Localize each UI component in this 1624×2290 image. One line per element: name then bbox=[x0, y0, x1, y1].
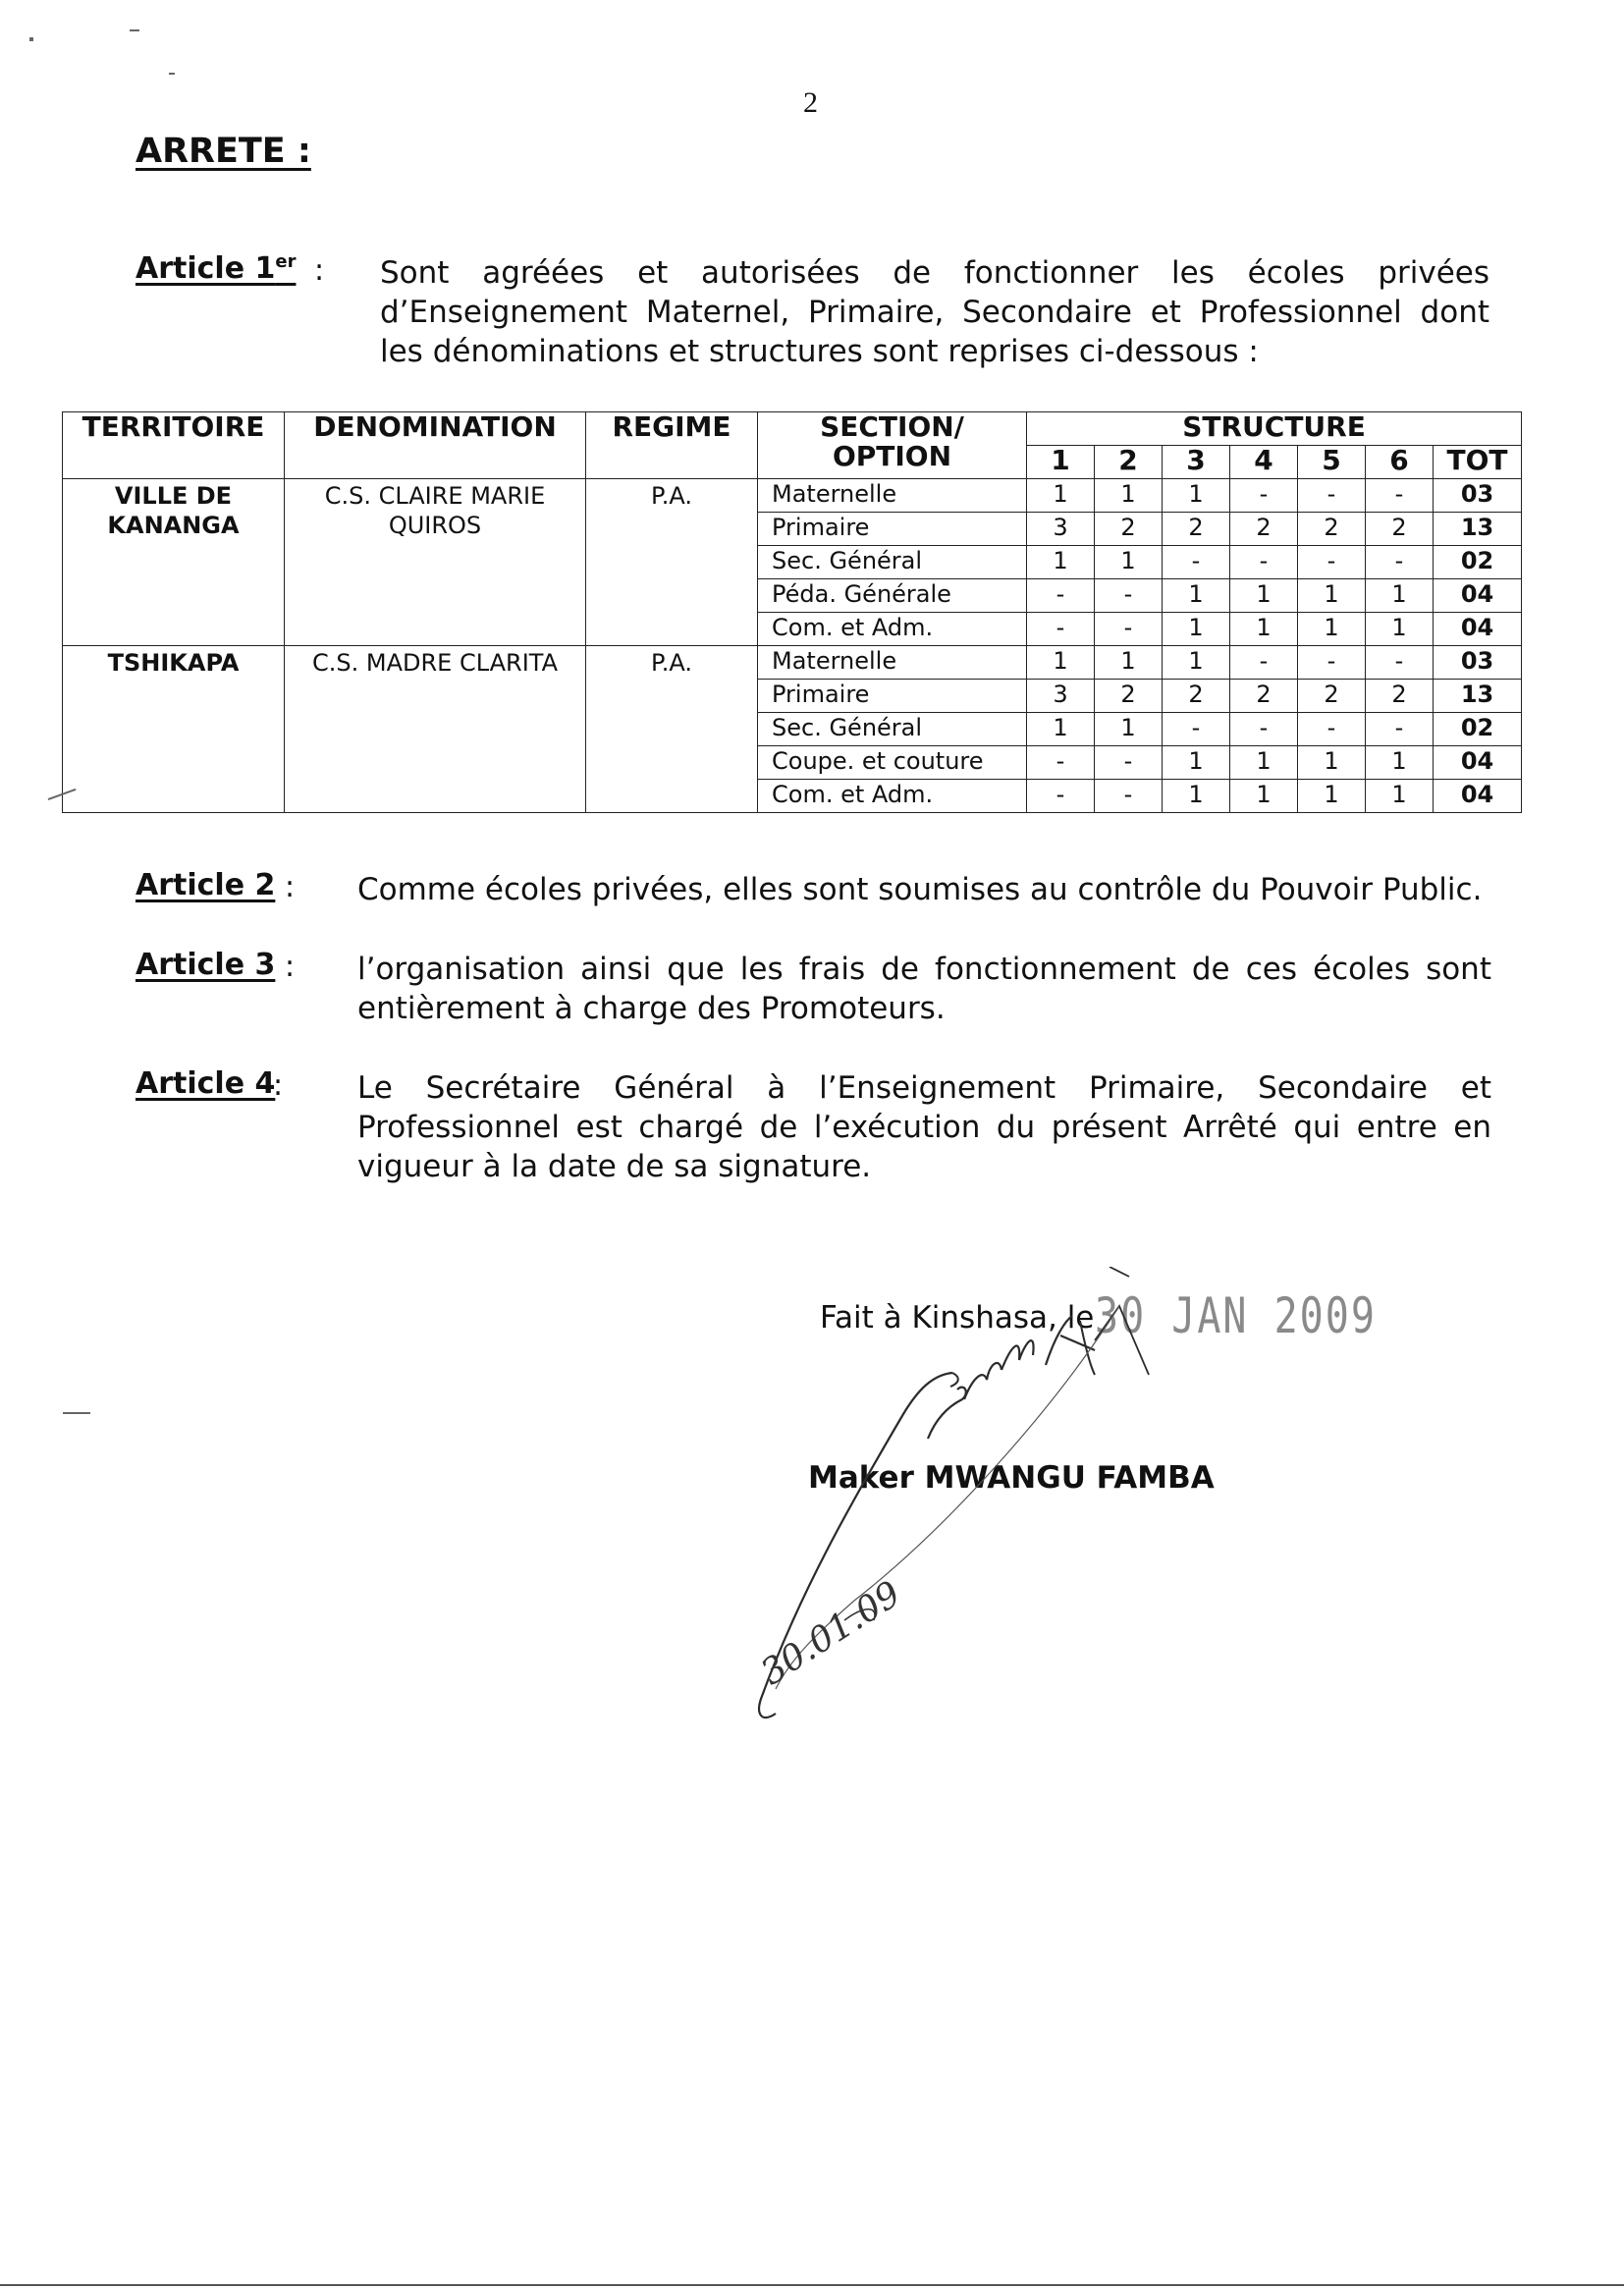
value-cell: 2 bbox=[1095, 513, 1163, 546]
handwritten-date: 30.01.09 bbox=[754, 1573, 908, 1694]
article-2-label-text: Article 2 bbox=[135, 868, 276, 902]
value-cell: 1 bbox=[1163, 746, 1230, 780]
article-1-label bbox=[135, 251, 296, 286]
header-section-option-line2: OPTION bbox=[832, 440, 952, 472]
value-cell: 1 bbox=[1230, 780, 1298, 813]
header-col-1: 1 bbox=[1027, 446, 1095, 479]
value-cell: 1 bbox=[1095, 713, 1163, 746]
value-cell: 1 bbox=[1163, 479, 1230, 513]
value-cell: 1 bbox=[1298, 746, 1366, 780]
section-cell: Primaire bbox=[758, 680, 1027, 713]
section-cell: Péda. Générale bbox=[758, 579, 1027, 613]
territoire-line2: KANANGA bbox=[107, 512, 240, 539]
section-cell: Com. et Adm. bbox=[758, 613, 1027, 646]
table-row bbox=[63, 479, 1522, 513]
total-cell: 04 bbox=[1434, 746, 1522, 780]
territoire-cell bbox=[63, 646, 285, 813]
article-4-text: Le Secrétaire Général à l’Enseignement Primaire, Secondaire et Professionnel est chargé de l’exécution du présent Arrêté qui entre en vigueur à la date de sa signature. bbox=[357, 1070, 1491, 1184]
section-cell: Com. et Adm. bbox=[758, 780, 1027, 813]
value-cell: - bbox=[1366, 479, 1434, 513]
section-cell: Sec. Général bbox=[758, 546, 1027, 579]
value-cell: 1 bbox=[1230, 746, 1298, 780]
article-4-colon: : bbox=[273, 1068, 284, 1103]
section-cell: Maternelle bbox=[758, 646, 1027, 680]
value-cell: - bbox=[1298, 479, 1366, 513]
article-2-colon: : bbox=[285, 870, 296, 904]
header-section-option bbox=[758, 412, 1027, 479]
total-cell: 04 bbox=[1434, 780, 1522, 813]
value-cell: 1 bbox=[1298, 780, 1366, 813]
total-cell: 03 bbox=[1434, 646, 1522, 680]
denomination-cell bbox=[285, 646, 586, 813]
value-cell: - bbox=[1095, 746, 1163, 780]
date-stamp: 30 JAN 2009 bbox=[1095, 1288, 1377, 1345]
header-col-5: 5 bbox=[1298, 446, 1366, 479]
article-3-text: l’organisation ainsi que les frais de fonctionnement de ces écoles sont entièrement à charge des Promoteurs. bbox=[357, 952, 1491, 1026]
header-col-6: 6 bbox=[1366, 446, 1434, 479]
value-cell: - bbox=[1366, 646, 1434, 680]
value-cell: - bbox=[1095, 780, 1163, 813]
article-2-text: Comme écoles privées, elles sont soumises au contrôle du Pouvoir Public. bbox=[357, 872, 1483, 907]
header-denomination: DENOMINATION bbox=[285, 412, 586, 479]
total-cell: 04 bbox=[1434, 579, 1522, 613]
value-cell: 2 bbox=[1163, 680, 1230, 713]
article-2-label bbox=[135, 868, 275, 902]
value-cell: 1 bbox=[1366, 613, 1434, 646]
total-cell: 02 bbox=[1434, 546, 1522, 579]
section-cell: Sec. Général bbox=[758, 713, 1027, 746]
value-cell: - bbox=[1027, 579, 1095, 613]
header-col-4: 4 bbox=[1230, 446, 1298, 479]
value-cell: 1 bbox=[1163, 780, 1230, 813]
value-cell: - bbox=[1163, 713, 1230, 746]
page-bottom-rule bbox=[0, 2284, 1624, 2286]
value-cell: 3 bbox=[1027, 513, 1095, 546]
value-cell: - bbox=[1230, 546, 1298, 579]
section-cell: Primaire bbox=[758, 513, 1027, 546]
value-cell: 2 bbox=[1230, 680, 1298, 713]
header-structure: STRUCTURE bbox=[1027, 412, 1522, 446]
value-cell: 1 bbox=[1230, 613, 1298, 646]
header-col-tot: TOT bbox=[1434, 446, 1522, 479]
value-cell: - bbox=[1298, 546, 1366, 579]
value-cell: 1 bbox=[1027, 479, 1095, 513]
article-1-text: Sont agréées et autorisées de fonctionner les écoles privées d’Enseignement Maternel, Primaire, Secondaire et Professionnel dont les dénominations et structures sont reprises ci-dessous : bbox=[380, 255, 1489, 369]
scan-speck bbox=[63, 1412, 90, 1414]
value-cell: - bbox=[1298, 713, 1366, 746]
header-section-option-line1: SECTION/ bbox=[820, 410, 964, 443]
value-cell: - bbox=[1298, 646, 1366, 680]
value-cell: - bbox=[1230, 646, 1298, 680]
header-regime: REGIME bbox=[586, 412, 758, 479]
scan-speck bbox=[29, 37, 33, 41]
value-cell: 1 bbox=[1163, 646, 1230, 680]
value-cell: 1 bbox=[1163, 579, 1230, 613]
value-cell: - bbox=[1095, 579, 1163, 613]
article-3-label-text: Article 3 bbox=[135, 948, 276, 982]
value-cell: 1 bbox=[1163, 613, 1230, 646]
value-cell: 3 bbox=[1027, 680, 1095, 713]
territoire-line1: TSHIKAPA bbox=[107, 649, 240, 677]
value-cell: 1 bbox=[1095, 479, 1163, 513]
article-1-label-text: Article 1 bbox=[135, 251, 276, 286]
value-cell: - bbox=[1366, 713, 1434, 746]
header-col-2: 2 bbox=[1095, 446, 1163, 479]
regime-cell: P.A. bbox=[586, 479, 758, 646]
section-cell: Maternelle bbox=[758, 479, 1027, 513]
handwritten-signature bbox=[707, 1267, 1218, 1777]
value-cell: 1 bbox=[1230, 579, 1298, 613]
place-date-line: Fait à Kinshasa, le bbox=[820, 1300, 1095, 1336]
header-territoire: TERRITOIRE bbox=[63, 412, 285, 479]
value-cell: 2 bbox=[1298, 680, 1366, 713]
article-1-label-sup: er bbox=[275, 251, 297, 272]
territoire-cell bbox=[63, 479, 285, 646]
article-3-colon: : bbox=[285, 950, 296, 984]
value-cell: 1 bbox=[1298, 613, 1366, 646]
total-cell: 13 bbox=[1434, 513, 1522, 546]
value-cell: 2 bbox=[1230, 513, 1298, 546]
value-cell: 1 bbox=[1027, 546, 1095, 579]
value-cell: 1 bbox=[1366, 579, 1434, 613]
value-cell: 1 bbox=[1095, 646, 1163, 680]
value-cell: 2 bbox=[1163, 513, 1230, 546]
value-cell: - bbox=[1095, 613, 1163, 646]
document-heading: ARRETE : bbox=[135, 132, 311, 171]
value-cell: - bbox=[1163, 546, 1230, 579]
total-cell: 02 bbox=[1434, 713, 1522, 746]
denomination-cell bbox=[285, 479, 586, 646]
section-cell: Coupe. et couture bbox=[758, 746, 1027, 780]
regime-cell: P.A. bbox=[586, 646, 758, 813]
value-cell: - bbox=[1366, 546, 1434, 579]
value-cell: 1 bbox=[1298, 579, 1366, 613]
table-row bbox=[63, 646, 1522, 680]
denomination-line1: C.S. MADRE CLARITA bbox=[311, 649, 559, 677]
value-cell: 1 bbox=[1027, 646, 1095, 680]
total-cell: 04 bbox=[1434, 613, 1522, 646]
value-cell: 1 bbox=[1095, 546, 1163, 579]
value-cell: - bbox=[1027, 780, 1095, 813]
value-cell: 2 bbox=[1095, 680, 1163, 713]
scan-speck bbox=[130, 29, 139, 31]
article-4-label bbox=[135, 1066, 275, 1101]
value-cell: - bbox=[1230, 479, 1298, 513]
territoire-line1: VILLE DE bbox=[114, 482, 233, 510]
denomination-line1: C.S. CLAIRE MARIE bbox=[324, 482, 546, 510]
value-cell: - bbox=[1027, 613, 1095, 646]
value-cell: - bbox=[1230, 713, 1298, 746]
value-cell: 1 bbox=[1027, 713, 1095, 746]
article-3-label bbox=[135, 948, 275, 982]
signer-name: Maker MWANGU FAMBA bbox=[808, 1460, 1215, 1496]
value-cell: 2 bbox=[1366, 513, 1434, 546]
article-4-label-text: Article 4 bbox=[135, 1066, 276, 1101]
value-cell: 1 bbox=[1366, 746, 1434, 780]
scan-speck bbox=[169, 73, 175, 75]
value-cell: 2 bbox=[1366, 680, 1434, 713]
total-cell: 03 bbox=[1434, 479, 1522, 513]
schools-structure-table bbox=[62, 411, 1522, 813]
page-number: 2 bbox=[803, 86, 818, 119]
value-cell: 2 bbox=[1298, 513, 1366, 546]
article-1-colon: : bbox=[314, 253, 325, 288]
total-cell: 13 bbox=[1434, 680, 1522, 713]
value-cell: 1 bbox=[1366, 780, 1434, 813]
denomination-line2: QUIROS bbox=[388, 512, 482, 539]
value-cell: - bbox=[1027, 746, 1095, 780]
header-col-3: 3 bbox=[1163, 446, 1230, 479]
